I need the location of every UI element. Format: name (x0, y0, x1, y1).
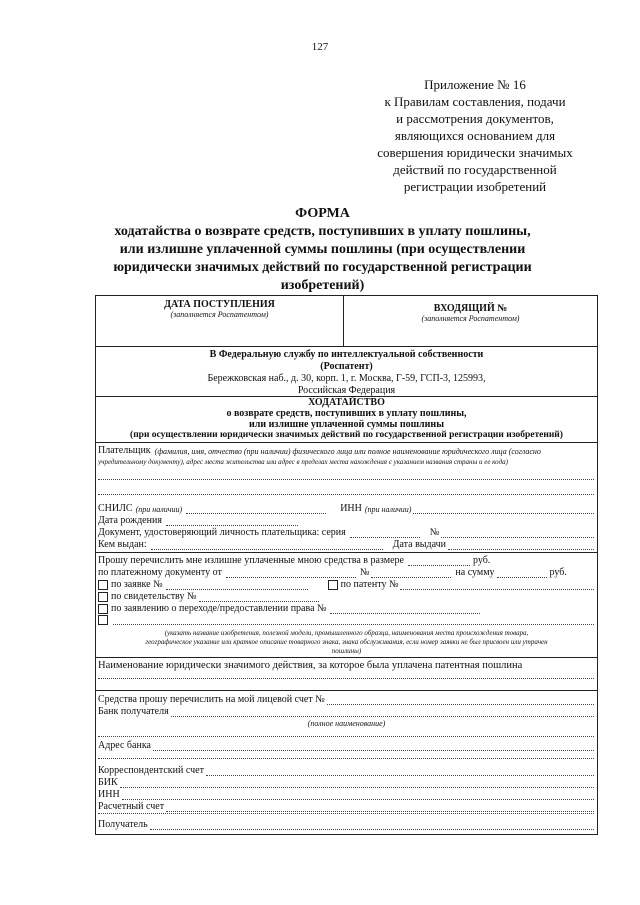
refund-hint-line: географическое указание или краткое описание товарного знака, знака обслуживания, если номер заявки не был присвоен или утрачен (145, 638, 548, 646)
payment-date-input[interactable] (226, 568, 356, 578)
other-input[interactable] (113, 615, 594, 625)
bik-label: БИК (98, 777, 118, 788)
application-number-input[interactable] (166, 580, 308, 590)
corr-account-row (98, 765, 594, 776)
payment-sum-input[interactable] (497, 568, 547, 578)
inn-note: (при наличии) (364, 505, 412, 514)
bank-name-label: Банк получателя (98, 706, 169, 717)
payment-doc-label: по платежному документу от (98, 567, 222, 578)
bank-name-note: (полное наименование) (307, 719, 386, 728)
birth-date-label: Дата рождения (98, 515, 162, 526)
payer-input[interactable] (98, 479, 594, 480)
title-line: изобретений) (280, 278, 365, 293)
application-checkbox[interactable] (98, 580, 108, 590)
issue-date-input[interactable] (448, 540, 594, 550)
refund-amount-input[interactable] (408, 556, 470, 566)
checkbox-row (98, 579, 594, 590)
title-line: юридически значимых действий по государственной регистрации (113, 260, 532, 275)
patent-label: по патенту № (340, 579, 399, 590)
appendix-line: действий по государственной (393, 162, 557, 177)
checkbox-row (98, 615, 594, 625)
divider (96, 657, 597, 658)
settlement-label: Расчетный счет (98, 801, 165, 812)
addressee-line: Бережковская наб., д. 30, корп. 1, г. Москва, Г-59, ГСП-3, 125993, (207, 373, 486, 384)
settlement-input[interactable] (166, 802, 594, 812)
certificate-number-input[interactable] (199, 592, 319, 602)
snils-note: (при наличии) (135, 505, 183, 514)
appendix-line: регистрации изобретений (403, 179, 547, 194)
title-line: или излишне уплаченной суммы пошлины (при осуществлении (119, 242, 526, 257)
settlement-row (98, 801, 594, 812)
patent-checkbox[interactable] (328, 580, 338, 590)
certificate-checkbox[interactable] (98, 592, 108, 602)
other-checkbox[interactable] (98, 615, 108, 625)
id-series-input[interactable] (350, 528, 420, 538)
account-row (98, 694, 594, 705)
settlement-input[interactable] (98, 813, 594, 814)
snils-label: СНИЛС (98, 503, 133, 514)
petition-heading (96, 397, 597, 441)
date-received-label: ДАТА ПОСТУПЛЕНИЯ (164, 299, 275, 310)
divider (96, 690, 597, 691)
transfer-number-input[interactable] (330, 604, 480, 614)
incoming-number-note: (заполняется Роспатентом) (421, 314, 520, 323)
divider (96, 552, 597, 553)
title-line: ФОРМА (295, 206, 350, 221)
payer-hint: учредительному документу), адрес места жительства или адрес в пределах места нахождения с указанием названия страны и ее кода) (98, 458, 508, 466)
corr-account-input[interactable] (206, 766, 594, 776)
payment-number-sign: № (359, 567, 370, 578)
snils-inn-row (98, 503, 594, 514)
appendix-line: совершения юридически значимых (377, 145, 573, 160)
bik-input[interactable] (120, 778, 594, 788)
action-row (98, 660, 594, 671)
birth-date-input[interactable] (166, 516, 298, 526)
inn-input[interactable] (413, 504, 594, 514)
transfer-label: по заявлению о переходе/предоставлении права № (111, 603, 327, 614)
refund-hint (98, 629, 595, 656)
birth-row (98, 515, 594, 526)
bank-inn-row (98, 789, 594, 800)
petition-line: или излишне уплаченной суммы пошлины (248, 419, 444, 430)
recipient-input[interactable] (150, 820, 594, 830)
title-line: ходатайства о возврате средств, поступивших в уплату пошлины, (114, 224, 531, 239)
action-input[interactable] (98, 678, 594, 679)
certificate-label: по свидетельству № (111, 591, 197, 602)
refund-label: Прошу перечислить мне излишне уплаченные мною средства в размере (98, 555, 404, 566)
bank-name-input[interactable] (171, 707, 594, 717)
petition-line: о возврате средств, поступивших в уплату пошлины, (226, 408, 467, 419)
id-number-sign: № (429, 527, 440, 538)
appendix-line: являющихся основанием для (394, 128, 556, 143)
issued-by-input[interactable] (151, 540, 383, 550)
payment-doc-row (98, 567, 594, 578)
bank-inn-label: ИНН (98, 789, 120, 800)
id-doc-row (98, 527, 594, 538)
bank-address-input[interactable] (98, 758, 594, 759)
inn-label: ИНН (340, 503, 362, 514)
recipient-label: Получатель (98, 819, 148, 830)
bank-inn-input[interactable] (122, 790, 594, 800)
appendix-line: Приложение № 16 (424, 77, 526, 92)
addressee-line: Российская Федерация (297, 385, 396, 396)
issue-date-label: Дата выдачи (392, 539, 447, 550)
appendix-note (355, 76, 595, 195)
snils-input[interactable] (186, 504, 326, 514)
id-doc-label: Документ, удостоверяющий личность плательщика: серия (98, 527, 346, 538)
action-label: Наименование юридически значимого действия, за которое была уплачена патентная пошлина (98, 660, 523, 671)
checkbox-row (98, 591, 594, 602)
date-received-note: (заполняется Роспатентом) (170, 310, 269, 319)
appendix-line: к Правилам составления, подачи (384, 94, 566, 109)
patent-number-input[interactable] (400, 580, 594, 590)
bank-name-input[interactable] (98, 736, 594, 737)
payer-input[interactable] (98, 494, 594, 495)
checkbox-row (98, 603, 594, 614)
payment-number-input[interactable] (371, 568, 451, 578)
account-label: Средства прошу перечислить на мой лицевой счет № (98, 694, 325, 705)
payment-sum-label: на сумму (455, 567, 495, 578)
issued-row (98, 539, 594, 550)
bank-address-input[interactable] (153, 741, 594, 751)
petition-line: (при осуществлении юридически значимых действий по государственной регистрации изобретений) (130, 430, 563, 440)
transfer-checkbox[interactable] (98, 604, 108, 614)
bank-address-row (98, 740, 594, 751)
addressee-block (96, 349, 597, 397)
incoming-number-cell[interactable] (344, 303, 597, 323)
id-number-input[interactable] (441, 528, 594, 538)
bank-address-label: Адрес банка (98, 740, 151, 751)
petition-form (95, 295, 598, 835)
payment-rub: руб. (549, 567, 567, 578)
refund-rub: руб. (472, 555, 491, 566)
bank-name-row (98, 706, 594, 717)
refund-hint-line: пошлины) (331, 647, 362, 655)
page-number: 127 (311, 41, 329, 53)
divider (96, 442, 597, 443)
issued-by-label: Кем выдан: (98, 539, 147, 550)
payer-label: Плательщик (98, 445, 151, 456)
payer-row (98, 445, 594, 456)
refund-hint-line: (указать название изобретения, полезной модели, промышленного образца, наименования места происхождения товара, (164, 629, 529, 637)
incoming-number-label: ВХОДЯЩИЙ № (433, 303, 508, 314)
corr-account-label: Корреспондентский счет (98, 765, 204, 776)
addressee-line: (Роспатент) (320, 361, 373, 372)
appendix-line: и рассмотрения документов, (396, 111, 554, 126)
divider (96, 346, 597, 347)
payer-hint: (фамилия, имя, отчество (при наличии) физического лица или полное наименование юридического лица (согласно (154, 447, 541, 456)
date-received-cell[interactable] (96, 299, 343, 319)
account-input[interactable] (327, 695, 594, 705)
application-label: по заявке № (111, 579, 163, 590)
addressee-line: В Федеральную службу по интеллектуальной собственности (209, 349, 484, 360)
refund-row (98, 555, 594, 566)
recipient-row (98, 819, 594, 830)
bik-row (98, 777, 594, 788)
form-title (60, 205, 585, 295)
petition-title: ХОДАТАЙСТВО (308, 397, 385, 408)
